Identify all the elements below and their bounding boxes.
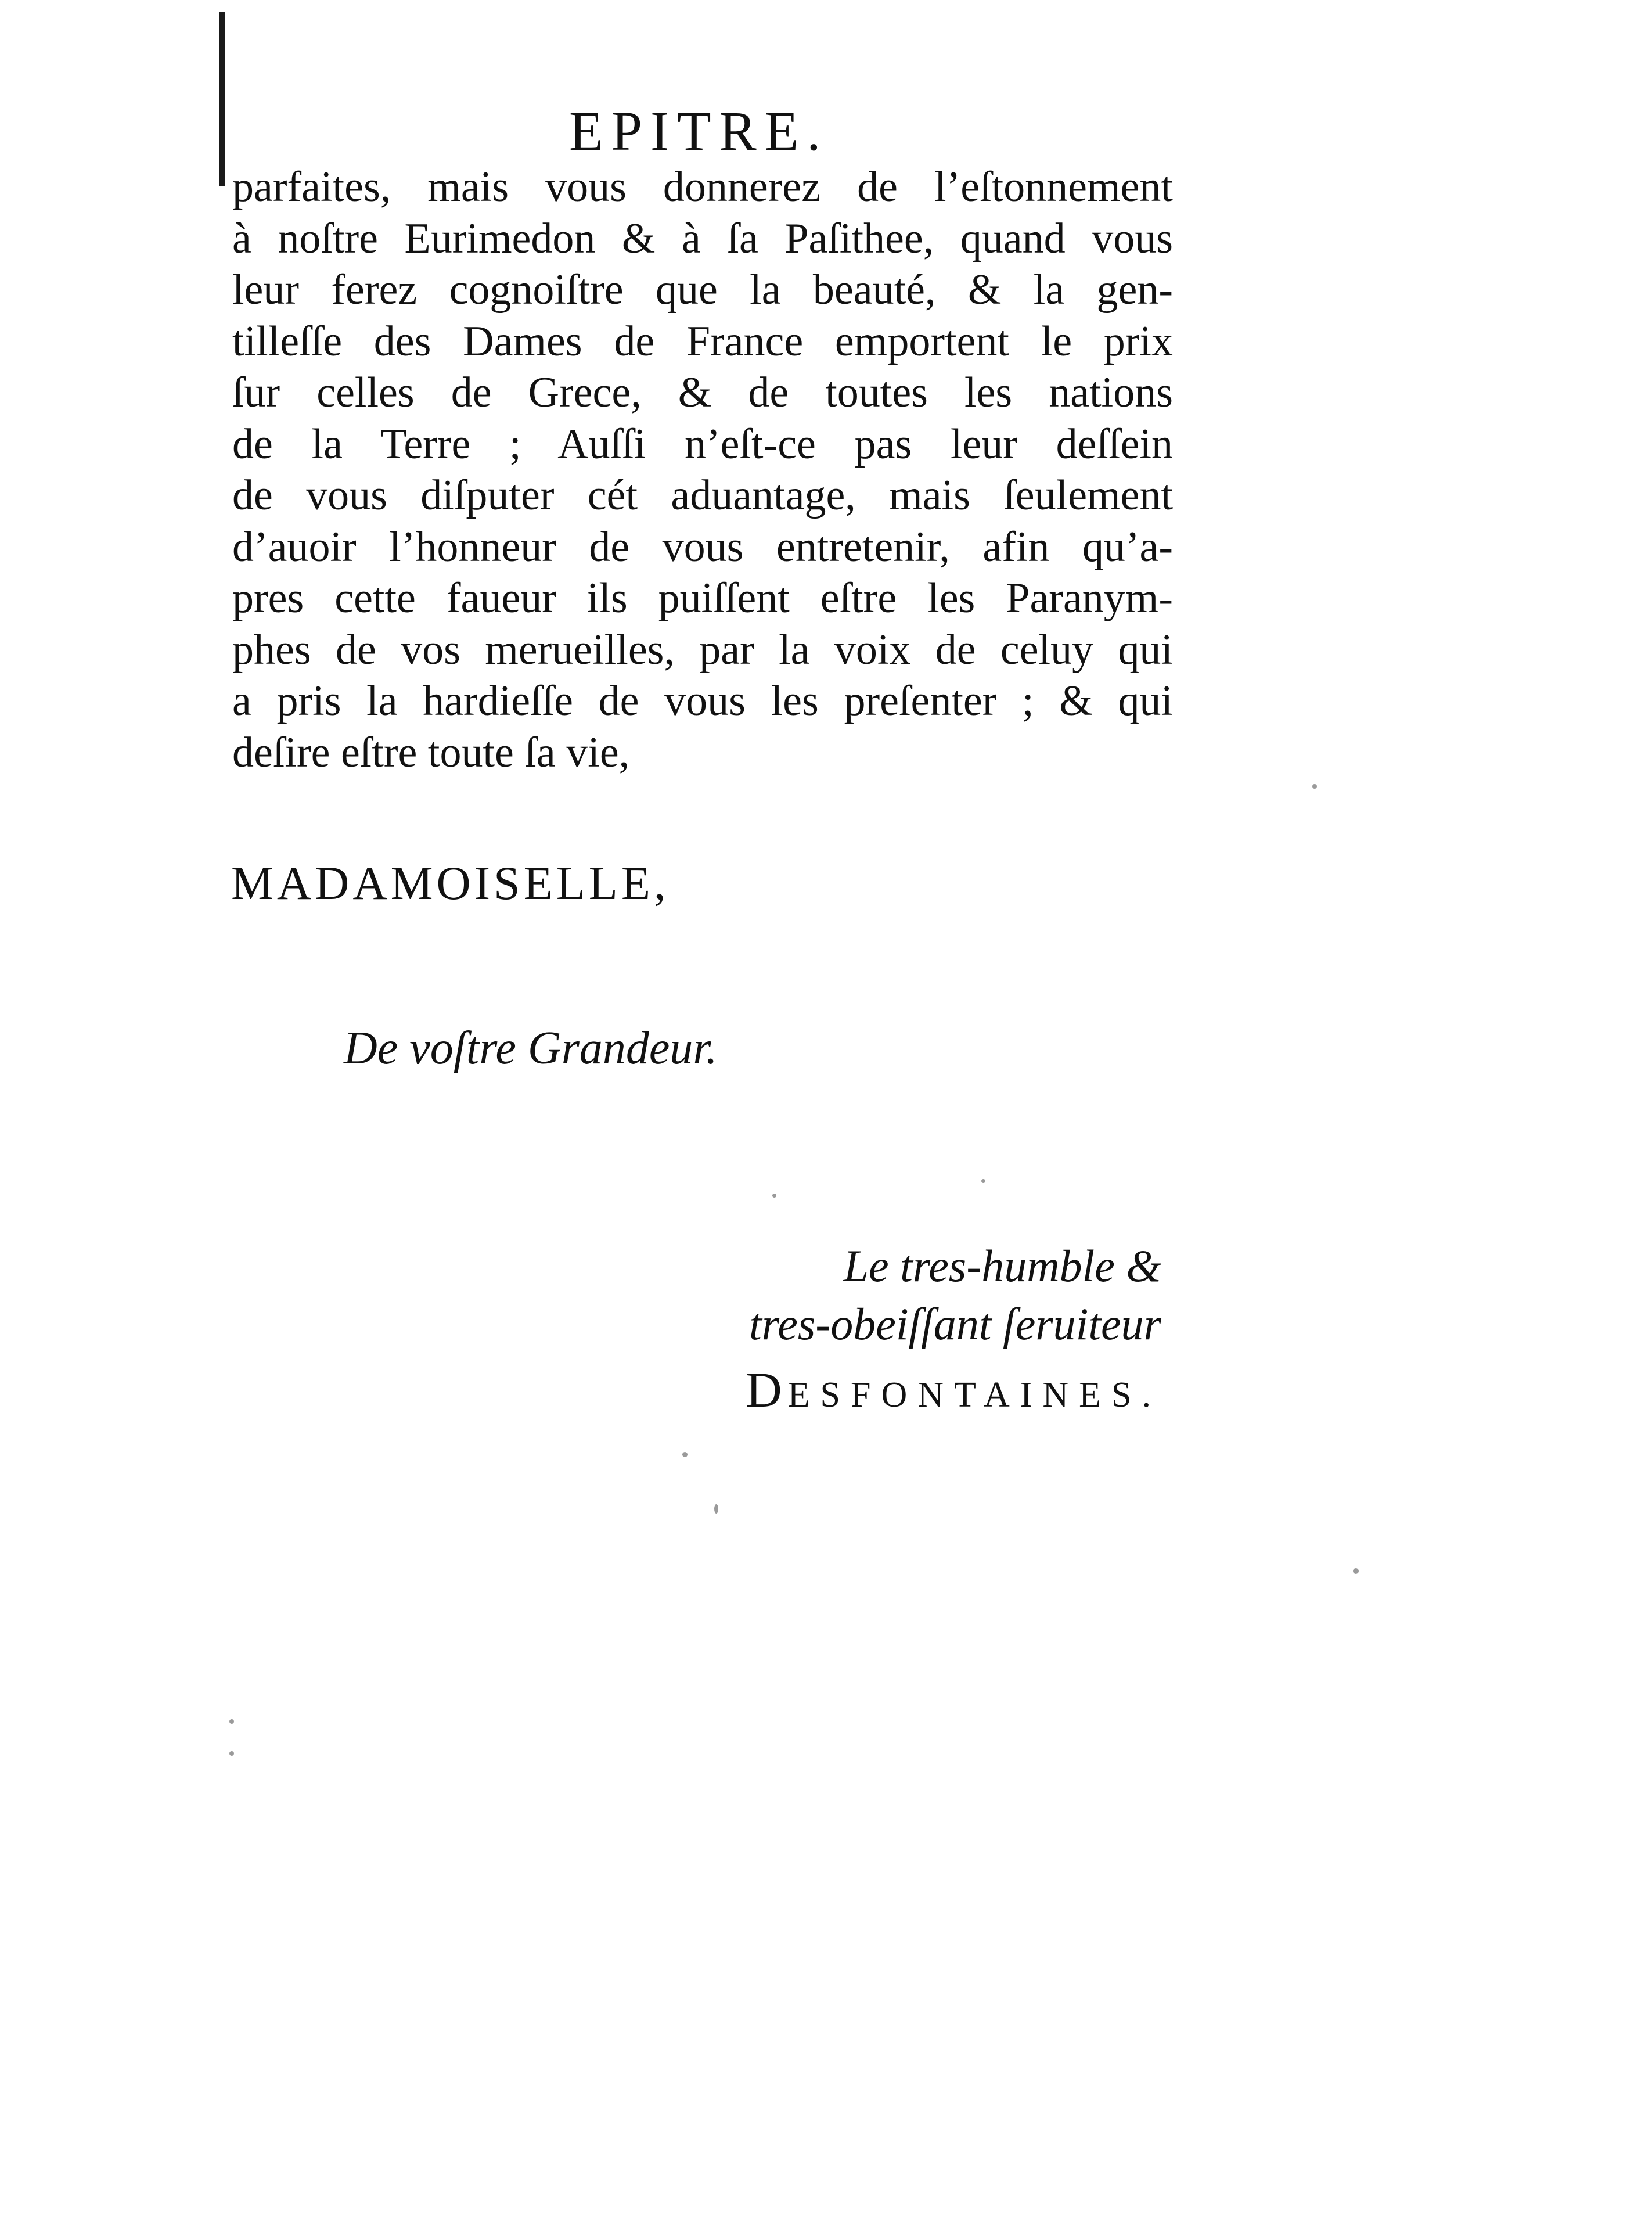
paper-speck [1312, 784, 1317, 789]
body-line: leur ferez cognoiſtre que la beauté, & la gen- [232, 266, 1173, 314]
signature-name-initial: D [746, 1362, 788, 1418]
body-line: a pris la hardieſſe de vous les preſenter ; & qui [232, 677, 1173, 725]
body-line: tilleſſe des Dames de France emportent le prix [232, 317, 1173, 365]
paper-speck [229, 1751, 234, 1756]
paper-speck [1353, 1568, 1359, 1574]
closing-formula: De voſtre Grandeur. [344, 1023, 718, 1074]
paper-speck [981, 1179, 985, 1183]
running-head: EPITRE. [569, 100, 829, 162]
body-line: à noſtre Eurimedon & à ſa Paſithee, quand vous [232, 214, 1173, 263]
paper-speck [714, 1504, 718, 1514]
body-line: de la Terre ; Auſſi n’eſt-ce pas leur deſſein [232, 420, 1173, 468]
body-line: parfaites, mais vous donnerez de l’eſtonnement [232, 163, 1173, 211]
body-line: pres cette faueur ils puiſſent eſtre les Paranym- [232, 574, 1173, 622]
margin-rule [219, 12, 225, 186]
body-line: deſire eſtre toute ſa vie, [232, 728, 630, 777]
signature-line-2: tres-obeiſſant ſeruiteur [749, 1299, 1161, 1349]
body-text [232, 161, 1173, 778]
salutation: MADAMOISELLE, [231, 857, 670, 910]
paper-speck [682, 1452, 688, 1457]
signature-line-1: Le tres-humble & [843, 1241, 1161, 1291]
body-line: d’auoir l’honneur de vous entretenir, afin qu’a- [232, 523, 1173, 571]
paper-speck [772, 1194, 776, 1198]
signature-block [697, 1237, 1161, 1427]
body-line: phes de vos merueilles, par la voix de celuy qui [232, 625, 1173, 674]
body-line: de vous diſputer cét aduantage, mais ſeulement [232, 472, 1173, 519]
signature-name [697, 1358, 1161, 1427]
body-line: ſur celles de Grece, & de toutes les nations [232, 369, 1173, 416]
paper-speck [229, 1719, 234, 1724]
signature-name-rest: ESFONTAINES. [787, 1375, 1161, 1415]
